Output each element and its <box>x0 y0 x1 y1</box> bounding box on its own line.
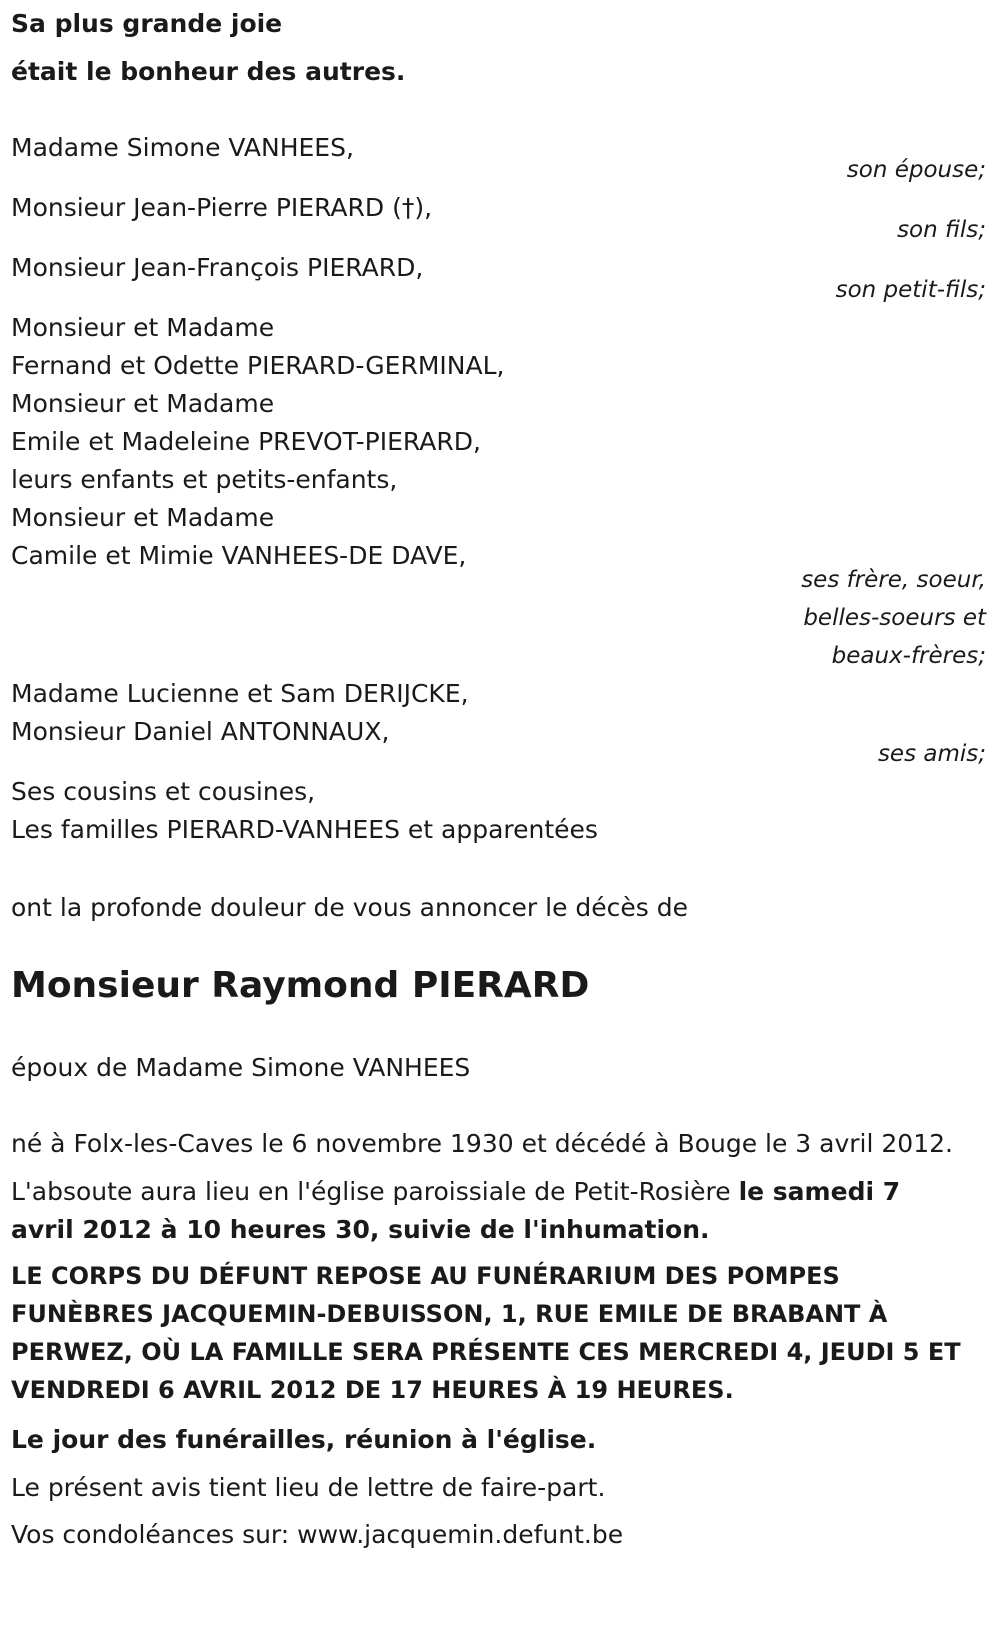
ceremony-date: le samedi 7 <box>738 1177 901 1206</box>
relation-siblings: beaux-frères; <box>831 643 986 669</box>
relation-siblings: belles-soeurs et <box>803 605 986 631</box>
meeting: Le jour des funérailles, réunion à l'église. <box>11 1425 597 1454</box>
siblings-line: Monsieur et Madame <box>11 389 275 418</box>
family-jean-pierre: Monsieur Jean-Pierre PIERARD (†), <box>11 193 433 222</box>
siblings-line: Monsieur et Madame <box>11 503 275 532</box>
relation-amis: ses amis; <box>877 741 986 767</box>
siblings-line: leurs enfants et petits-enfants, <box>11 465 398 494</box>
siblings-line: Emile et Madeleine PREVOT-PIERARD, <box>11 427 481 456</box>
relation-epouse: son épouse; <box>846 157 986 183</box>
siblings-line: Camile et Mimie VANHEES-DE DAVE, <box>11 541 467 570</box>
relation-petit-fils: son petit-fils; <box>835 277 986 303</box>
deceased-spouse: époux de Madame Simone VANHEES <box>11 1053 471 1082</box>
siblings-line: Monsieur et Madame <box>11 313 275 342</box>
announcement: ont la profonde douleur de vous annoncer le décès de <box>11 893 689 922</box>
ceremony-intro: L'absoute aura lieu en l'église paroissiale de Petit-Rosière <box>11 1177 739 1206</box>
funerarium-line: PERWEZ, OÙ LA FAMILLE SERA PRÉSENTE CES MERCREDI 4, JEUDI 5 ET <box>11 1338 961 1366</box>
relation-siblings: ses frère, soeur, <box>801 567 986 593</box>
funerarium-line: FUNÈBRES JACQUEMIN-DEBUISSON, 1, RUE EMILE DE BRABANT À <box>11 1300 888 1328</box>
motto-line-1: Sa plus grande joie <box>11 9 283 38</box>
funerarium-line: VENDREDI 6 AVRIL 2012 DE 17 HEURES À 19 HEURES. <box>11 1376 734 1404</box>
ceremony-line-1 <box>11 1173 900 1211</box>
deceased-dates: né à Folx-les-Caves le 6 novembre 1930 et décédé à Bouge le 3 avril 2012. <box>11 1129 953 1158</box>
family-simone: Madame Simone VANHEES, <box>11 133 354 162</box>
ceremony-line-2: avril 2012 à 10 heures 30, suivie de l'inhumation. <box>11 1215 710 1244</box>
condolences: Vos condoléances sur: www.jacquemin.defunt.be <box>11 1520 624 1549</box>
relation-fils: son fils; <box>897 217 986 243</box>
notice: Le présent avis tient lieu de lettre de faire-part. <box>11 1473 606 1502</box>
motto-line-2: était le bonheur des autres. <box>11 57 406 86</box>
cousins-line: Ses cousins et cousines, <box>11 777 316 806</box>
family-jean-francois: Monsieur Jean-François PIERARD, <box>11 253 424 282</box>
funerarium-line: LE CORPS DU DÉFUNT REPOSE AU FUNÉRARIUM DES POMPES <box>11 1262 840 1290</box>
friends-line: Madame Lucienne et Sam DERIJCKE, <box>11 679 469 708</box>
deceased-name: Monsieur Raymond PIERARD <box>11 965 590 1006</box>
siblings-line: Fernand et Odette PIERARD-GERMINAL, <box>11 351 505 380</box>
cousins-line: Les familles PIERARD-VANHEES et apparentées <box>11 815 598 844</box>
friends-line: Monsieur Daniel ANTONNAUX, <box>11 717 390 746</box>
